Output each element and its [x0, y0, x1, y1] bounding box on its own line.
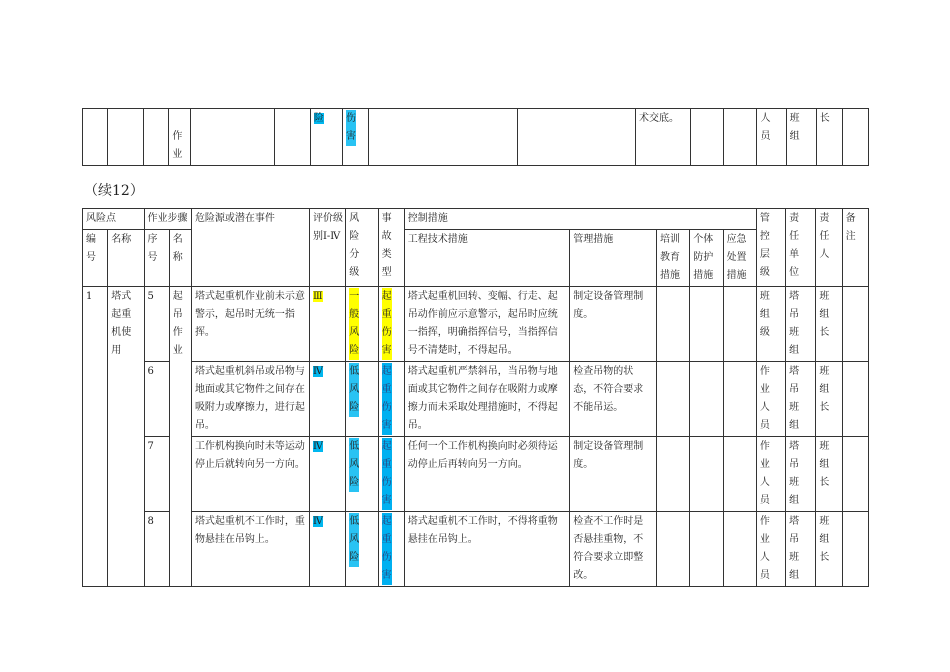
risk-control-table — [82, 208, 869, 587]
accident-type-cell — [342, 109, 368, 166]
row-mgmt-level-text: 作业人员 — [759, 441, 770, 506]
cell — [191, 109, 274, 166]
row-seq: 5 — [144, 287, 169, 362]
risk-point-number: 1 — [83, 287, 108, 587]
continuation-title: （续12） — [84, 183, 144, 199]
row-unit — [786, 512, 816, 587]
row-protection — [690, 287, 723, 362]
row-unit-text: 塔吊班组 — [789, 291, 800, 356]
row-mgmt-level — [756, 362, 785, 437]
header-hazard: 危险源或潜在事件 — [191, 209, 309, 287]
row-accident-text: 起重伤害 — [382, 288, 392, 360]
row-accident — [378, 512, 404, 587]
header-resp-person — [816, 209, 842, 287]
row-hazard: 塔式起重机作业前未示意警示，起吊时无统一指挥。 — [191, 287, 309, 362]
header-training-text: 培训教育措施 — [660, 234, 680, 281]
header-seq — [144, 230, 169, 287]
row-unit-text: 塔吊班组 — [789, 366, 800, 431]
row-emergency — [723, 512, 756, 587]
header-resp-unit — [786, 209, 816, 287]
row-emergency — [723, 362, 756, 437]
row-level-text: Ⅲ — [312, 291, 323, 302]
header-risk-grade — [346, 209, 378, 287]
row-level-text: Ⅳ — [312, 516, 323, 527]
row-accident-text: 起重伤害 — [382, 438, 392, 510]
header-emergency — [723, 230, 756, 287]
row-grade-text: 低风险 — [349, 438, 359, 492]
row-unit-text: 塔吊班组 — [789, 516, 800, 581]
cell — [517, 109, 635, 166]
person-text: 长 — [819, 113, 830, 124]
previous-table-fragment — [82, 108, 869, 166]
row-engineering: 塔式起重机严禁斜吊，当吊物与地面或其它物件之间存在吸附力或摩擦力而未采取处理措施时，不得起吊。 — [404, 362, 569, 437]
row-grade — [346, 362, 378, 437]
row-accident — [378, 437, 404, 512]
row-protection — [690, 437, 723, 512]
row-emergency — [723, 287, 756, 362]
cell — [842, 109, 868, 166]
row-person — [816, 287, 842, 362]
header-name: 名称 — [108, 230, 144, 287]
risk-grade-text: 险 — [313, 113, 324, 124]
risk-point-name-text: 塔式起重机使用 — [111, 291, 132, 356]
cell — [108, 109, 144, 166]
row-accident — [378, 362, 404, 437]
person-cell — [816, 109, 842, 166]
row-remark — [842, 512, 868, 587]
header-evaluation — [309, 209, 345, 287]
row-grade — [346, 437, 378, 512]
row-unit — [786, 437, 816, 512]
accident-type-text: 伤害 — [346, 110, 356, 146]
row-level — [309, 287, 345, 362]
row-unit-text: 塔吊班组 — [789, 441, 800, 506]
row-person-text: 班组长 — [819, 516, 830, 563]
row-person — [816, 512, 842, 587]
header-step-name-text: 名称 — [172, 234, 183, 263]
row-mgmt-level-text: 作业人员 — [759, 516, 770, 581]
row-accident — [378, 287, 404, 362]
row-hazard: 塔式起重机不工作时，重物悬挂在吊钩上。 — [191, 512, 309, 587]
header-seq-text: 序号 — [147, 234, 158, 263]
row-protection — [690, 362, 723, 437]
header-emergency-text: 应急处置措施 — [726, 234, 747, 281]
row-management: 制定设备管理制度。 — [570, 287, 657, 362]
row-grade-text: 低风险 — [349, 513, 359, 567]
risk-point-name — [108, 287, 144, 587]
row-grade — [346, 512, 378, 587]
header-number — [83, 230, 108, 287]
level-cell — [757, 109, 786, 166]
risk-grade-cell — [310, 109, 342, 166]
row-mgmt-level — [756, 437, 785, 512]
header-work-step: 作业步骤 — [144, 209, 191, 230]
unit-cell — [786, 109, 816, 166]
header-resp-person-text: 责任人 — [819, 213, 830, 260]
header-mgmt-level-text: 管控层级 — [759, 213, 770, 278]
header-resp-unit-text: 责任单位 — [789, 213, 800, 278]
row-level-text: Ⅳ — [312, 441, 323, 452]
row-person-text: 班组长 — [819, 441, 830, 488]
row-person — [816, 362, 842, 437]
header-accident-type — [378, 209, 404, 287]
header-evaluation-text: 评价级别Ⅰ-Ⅳ — [312, 213, 343, 242]
row-engineering: 塔式起重机不工作时，不得将重物悬挂在吊钩上。 — [404, 512, 569, 587]
header-risk-point: 风险点 — [83, 209, 145, 230]
row-level — [309, 362, 345, 437]
header-mgmt-level — [756, 209, 785, 287]
row-hazard: 工作机构换向时未等运动停止后就转向另一方向。 — [191, 437, 309, 512]
row-seq: 8 — [144, 512, 169, 587]
row-training — [657, 437, 690, 512]
row-remark — [842, 287, 868, 362]
row-engineering: 塔式起重机回转、变幅、行走、起吊动作前应示意警示，起吊时应统一指挥，明确指挥信号，当指挥信号不清楚时，不得起吊。 — [404, 287, 569, 362]
row-management: 检查吊物的状态，不符合要求不能吊运。 — [570, 362, 657, 437]
row-remark — [842, 437, 868, 512]
row-grade-text: 一般风险 — [349, 288, 359, 360]
step-name-text: 起吊作业 — [172, 291, 183, 356]
header-protection — [690, 230, 723, 287]
cell — [83, 109, 108, 166]
header-training — [657, 230, 690, 287]
header-number-text: 编号 — [86, 234, 96, 263]
row-engineering: 任何一个工作机构换向时必须待运动停止后再转向另一方向。 — [404, 437, 569, 512]
row-person — [816, 437, 842, 512]
row-training — [657, 512, 690, 587]
table-row — [83, 362, 869, 437]
row-management: 检查不工作时是否悬挂重物，不符合要求立即整改。 — [570, 512, 657, 587]
step-name — [169, 287, 191, 587]
cell — [691, 109, 724, 166]
unit-text: 班组 — [789, 113, 800, 142]
management-cell — [636, 109, 691, 166]
cell — [144, 109, 169, 166]
row-grade — [346, 287, 378, 362]
row-mgmt-level — [756, 512, 785, 587]
row-seq: 7 — [144, 437, 169, 512]
row-accident-text: 起重伤害 — [382, 363, 392, 435]
row-remark — [842, 362, 868, 437]
row-mgmt-level — [756, 287, 785, 362]
row-training — [657, 287, 690, 362]
step-name-text: 作业 — [172, 131, 183, 160]
row-mgmt-level-text: 班组级 — [759, 291, 770, 338]
row-management: 制定设备管理制度。 — [570, 437, 657, 512]
header-control: 控制措施 — [404, 209, 756, 230]
row-unit — [786, 287, 816, 362]
row-person-text: 班组长 — [819, 291, 830, 338]
header-risk-grade-text: 风险分级 — [349, 213, 360, 278]
row-grade-text: 低风险 — [349, 363, 359, 417]
cell — [724, 109, 757, 166]
header-engineering: 工程技术措施 — [404, 230, 569, 287]
cell — [274, 109, 310, 166]
row-training — [657, 362, 690, 437]
level-text: 人员 — [760, 113, 771, 142]
table-row — [83, 437, 869, 512]
row-accident-text: 起重伤害 — [382, 513, 392, 585]
row-person-text: 班组长 — [819, 366, 830, 413]
header-protection-text: 个体防护措施 — [693, 234, 714, 281]
step-name-cell — [169, 109, 191, 166]
row-unit — [786, 362, 816, 437]
table-row — [83, 512, 869, 587]
header-remark-text: 备注 — [845, 213, 856, 242]
row-seq: 6 — [144, 362, 169, 437]
cell — [369, 109, 518, 166]
row-mgmt-level-text: 作业人员 — [759, 366, 770, 431]
header-remark — [842, 209, 868, 287]
row-level — [309, 437, 345, 512]
row-level — [309, 512, 345, 587]
row-level-text: Ⅳ — [312, 366, 323, 377]
row-hazard: 塔式起重机斜吊或吊物与地面或其它物件之间存在吸附力或摩擦力，进行起吊。 — [191, 362, 309, 437]
header-step-name — [169, 230, 191, 287]
row-emergency — [723, 437, 756, 512]
row-protection — [690, 512, 723, 587]
header-accident-type-text: 事故类型 — [381, 213, 392, 278]
management-text: 术交底。 — [639, 113, 680, 124]
header-management: 管理措施 — [570, 230, 657, 287]
table-row — [83, 287, 869, 362]
